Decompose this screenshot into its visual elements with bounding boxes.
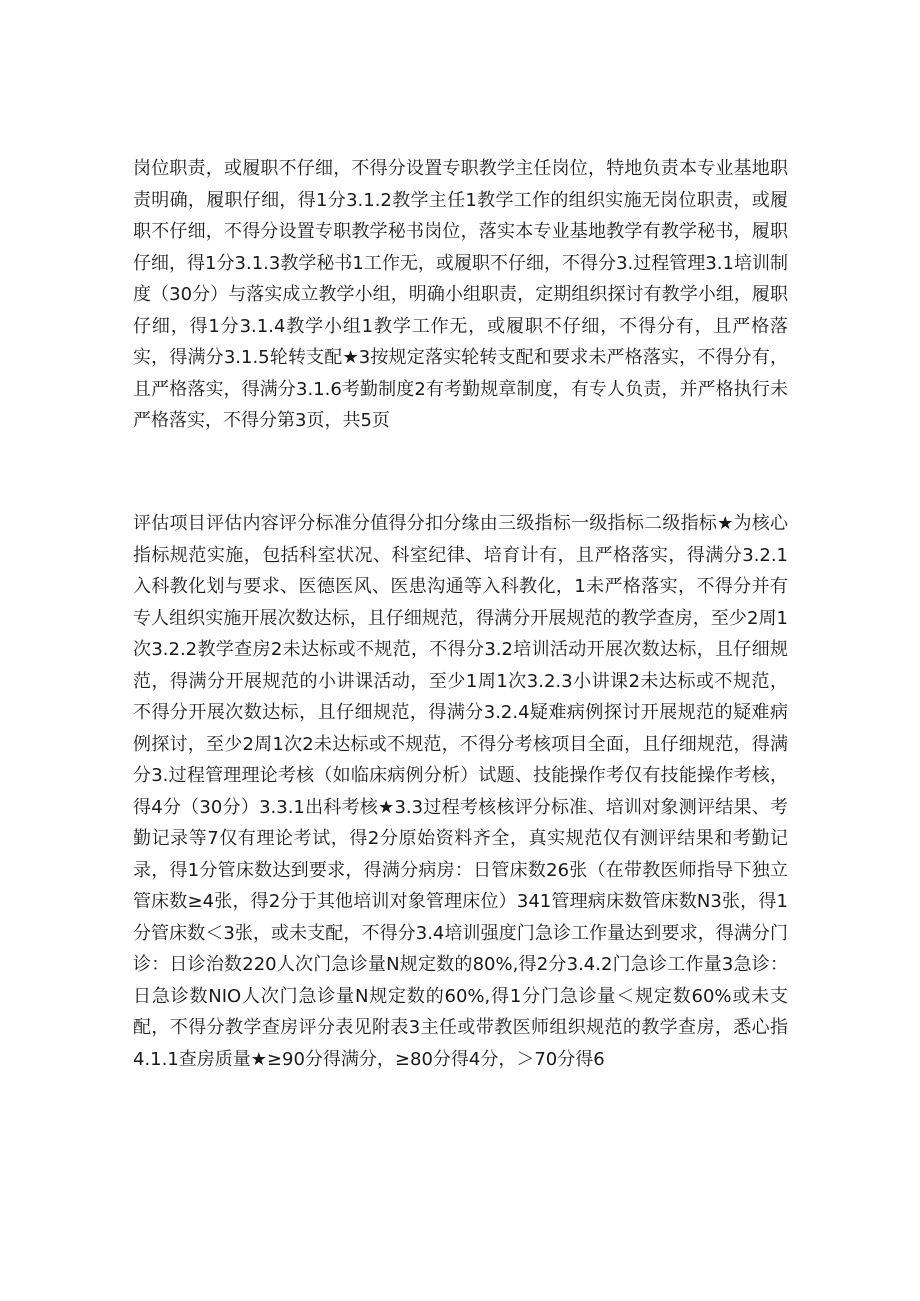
body-paragraph-1: 岗位职责，或履职不仔细，不得分设置专职教学主任岗位，特地负责本专业基地职责明确，履职仔细，得1分3.1.2教学主任1教学工作的组织实施无岗位职责，或履职不仔细，不得分设置专职教学秘书岗位，落实本专业基地教学有教学秘书，履职仔细，得1分3.1.3教学秘书1工作无，或履职不仔细，不得分3.过程管理3.1培训制度（30分）与落实成立教学小组，明确小组职责，定期组织探讨有教学小组，履职仔细，得1分3.1.4教学小组1教学工作无，或履职不仔细，不得分有，且严格落实，得满分3.1.5轮转支配★3按规定落实轮转支配和要求未严格落实，不得分有，且严格落实，得满分3.1.6考勤制度2有考勤规章制度，有专人负责，并严格执行未严格落实，不得分第3页，共5页 (133, 158, 788, 431)
body-paragraph-2: 评估项目评估内容评分标准分值得分扣分缘由三级指标一级指标二级指标★为核心指标规范实施，包括科室状况、科室纪律、培育计有，且严格落实，得满分3.2.1入科教化划与要求、医德医风、医患沟通等入科教化，1未严格落实，不得分并有专人组织实施开展次数达标，且仔细规范，得满分开展规范的教学查房，至少2周1次3.2.2教学查房2未达标或不规范，不得分3.2培训活动开展次数达标，且仔细规范，得满分开展规范的小讲课活动，至少1周1次3.2.3小讲课2未达标或不规范，不得分开展次数达标，且仔细规范，得满分3.2.4疑难病例探讨开展规范的疑难病例探讨，至少2周1次2未达标或不规范，不得分考核项目全面，且仔细规范，得满分3.过程管理理论考核（如临床病例分析）试题、技能操作考仅有技能操作考核，得4分（30分）3.3.1出科考核★3.3过程考核核评分标准、培训对象测评结果、考勤记录等7仅有理论考试，得2分原始资料齐全，真实规范仅有测评结果和考勤记录，得1分管床数达到要求，得满分病房：日管床数26张（在带教医师指导下独立管床数≥4张，得2分于其他培训对象管理床位）341管理病床数管床数N3张，得1分管床数＜3张，或未支配，不得分3.4培训强度门急诊工作量达到要求，得满分门诊：日诊治数220人次门急诊量N规定数的80%,得2分3.4.2门急诊工作量3急诊：日急诊数NIO人次门急诊量N规定数的60%,得1分门急诊量＜规定数60%或未支配，不得分教学查房评分表见附表3主任或带教医师组织规范的教学查房，悉心指4.1.1查房质量★≥90分得满分，≥80分得4分，＞70分得6 (133, 513, 788, 1070)
